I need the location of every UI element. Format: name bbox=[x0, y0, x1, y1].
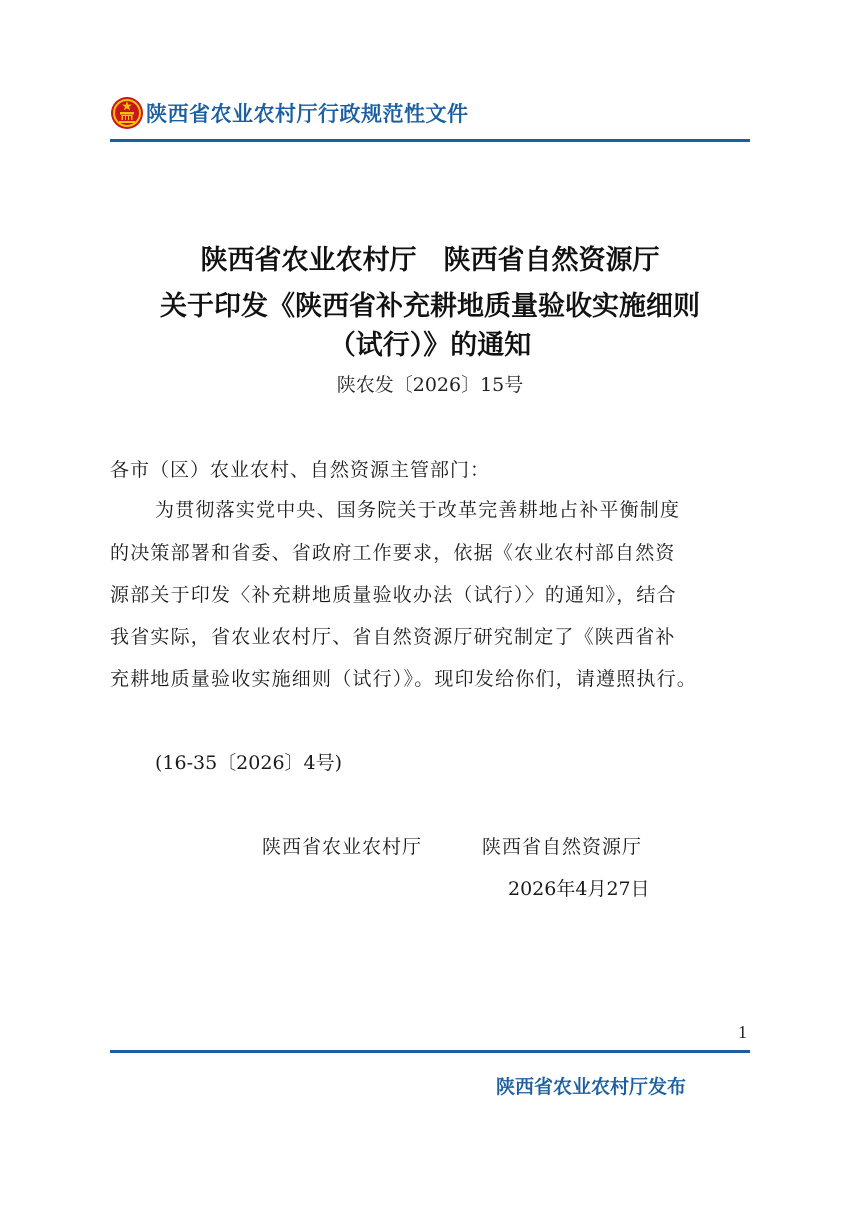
reference-number: (16-35〔2026〕4号) bbox=[155, 752, 343, 774]
body-line: 的决策部署和省委、省政府工作要求，依据《农业农村部自然资 bbox=[110, 542, 676, 564]
document-title-line-1: 陕西省农业农村厅 陕西省自然资源厅 bbox=[200, 245, 660, 276]
header-divider bbox=[110, 139, 750, 142]
signatories: 陕西省农业农村厅 陕西省自然资源厅 bbox=[262, 836, 643, 858]
body-line: 为贯彻落实党中央、国务院关于改革完善耕地占补平衡制度 bbox=[155, 499, 681, 521]
document-title-line-2: 关于印发《陕西省补充耕地质量验收实施细则 bbox=[160, 291, 700, 322]
footer-divider bbox=[110, 1050, 750, 1053]
salutation: 各市（区）农业农村、自然资源主管部门： bbox=[110, 459, 491, 481]
national-emblem-icon bbox=[110, 96, 144, 130]
body-line: 源部关于印发〈补充耕地质量验收办法（试行）〉的通知》，结合 bbox=[110, 584, 677, 606]
document-title-line-3: （试行）》的通知 bbox=[328, 330, 532, 361]
document-number: 陕农发〔2026〕15号 bbox=[336, 374, 524, 396]
body-line: 我省实际，省农业农村厅、省自然资源厅研究制定了《陕西省补 bbox=[110, 626, 676, 648]
issue-date: 2026年4月27日 bbox=[508, 878, 650, 900]
footer-publisher: 陕西省农业农村厅发布 bbox=[496, 1076, 687, 1098]
body-line: 充耕地质量验收实施细则（试行）》。现印发给你们，请遵照执行。 bbox=[110, 668, 698, 690]
page-number: 1 bbox=[738, 1022, 747, 1042]
document-header bbox=[110, 94, 750, 134]
header-title: 陕西省农业农村厅行政规范性文件 bbox=[146, 102, 469, 126]
